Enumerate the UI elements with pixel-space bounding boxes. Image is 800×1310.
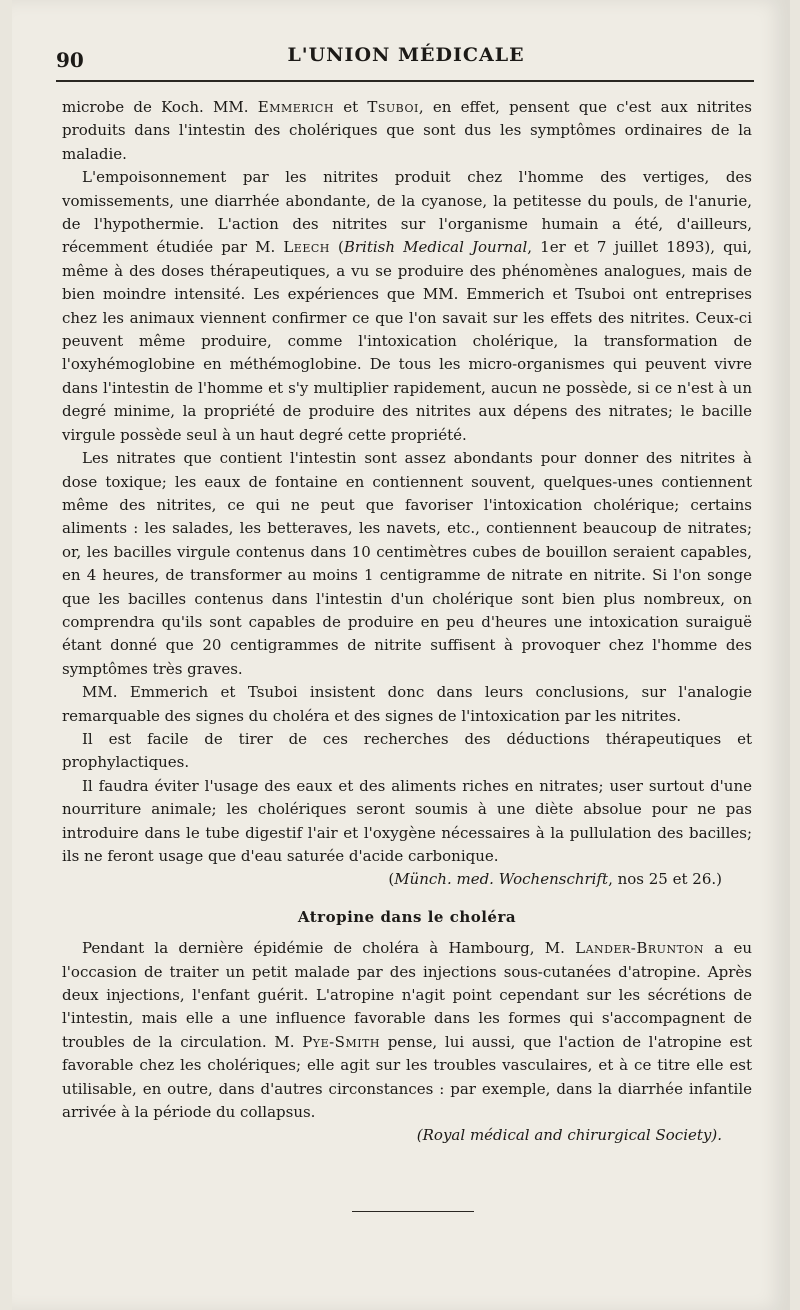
section-title: Atropine dans le choléra	[297, 907, 517, 926]
article-body	[62, 96, 752, 1148]
source-citation: (Münch. med. Wochenschrift, nos 25 et 26.)	[388, 870, 722, 889]
author-name: Emmerich	[257, 98, 334, 116]
paragraph: Pendant la dernière épidémie de choléra à Hambourg, M. Lander-Brunton a eu l'occasion de traiter un petit malade par des injections sous-cutanées d'atropine. Après deux injections, l'enfant guérit. L'atropine n'agit point cependant sur les sécrétions de l'intestin, mais elle a une influence favorable dans les formes qui s'accompagnent de troubles de la circulation. M. Pye-Smith pense, lui aussi, que l'action de l'atropine est favorable chez les cholériques; elle agit sur les troubles vasculaires, et à ce titre elle est utilisable, en outre, dans d'autres circonstances : par exemple, dans la diarrhée infantile arrivée à la période du collapsus.	[62, 939, 752, 1122]
paragraph: Il faudra éviter l'usage des eaux et des aliments riches en nitrates; user surtout d'une nourriture animale; les cholériques seront soumis à une diète absolue pour ne pas introduire dans le tube digestif l'air et l'oxygène nécessaires à la pullulation des bacilles; ils ne feront usage que d'eau saturée d'acide carbonique.	[62, 776, 752, 865]
header-rule	[56, 80, 754, 82]
author-name: Tsuboi	[367, 98, 419, 116]
source-citation: (Royal médical and chirurgical Society).	[416, 1126, 722, 1145]
paragraph: Les nitrates que contient l'intestin sont assez abondants pour donner des nitrites à dose toxique; les eaux de fontaine en contiennent souvent, quelques-unes contiennent même des nitrites, ce qui ne peut que favoriser l'intoxication cholérique; certains aliments : les salades, les betteraves, les navets, etc., contiennent beaucoup de nitrates; or, les bacilles virgule contenus dans 10 centimètres cubes de bouillon seraient capables, en 4 heures, de transformer au moins 1 centigramme de nitrate en nitrite. Si l'on songe que les bacilles contenus dans l'intestin d'un cholérique sont bien plus nombreux, on comprendra qu'ils sont capables de produire en peu d'heures une intoxication suraiguë étant donné que 20 centigrammes de nitrite suffisent à provoquer chez l'homme des symptômes très graves.	[62, 449, 752, 678]
author-name: Pye-Smith	[302, 1032, 380, 1051]
running-title: L'UNION MÉDICALE	[287, 44, 525, 66]
end-rule	[352, 1211, 474, 1212]
paragraph: L'empoisonnement par les nitrites produit chez l'homme des vertiges, des vomissements, une diarrhée abondante, de la cyanose, la petitesse du pouls, de l'anurie, de l'hypothermie. L'action des nitrites sur l'organisme humain a été, d'ailleurs, récemment étudiée par M. Leech (British Medical Journal, 1er et 7 juillet 1893), qui, même à des doses thérapeutiques, a vu se produire des phénomènes analogues, mais de bien moindre intensité. Les expériences que MM. Emmerich et Tsuboi ont entreprises chez les animaux viennent confirmer ce que l'on savait sur les effets des nitrites. Ceux-ci peuvent même produire, comme l'intoxication cholérique, la transformation de l'oxyhémoglobine en méthémoglobine. De tous les micro-organismes qui peuvent vivre dans l'intestin de l'homme et s'y multiplier rapidement, aucun ne possède, si ce n'est à un degré minime, la propriété de produire des nitrites aux dépens des nitrates; le bacille virgule possède seul à un haut degré cette propriété.	[62, 168, 752, 444]
page-header	[56, 42, 756, 82]
page-number: 90	[56, 48, 84, 72]
journal-title: British Medical Journal	[343, 238, 528, 257]
paragraph: MM. Emmerich et Tsuboi insistent donc dans leurs conclusions, sur l'analogie remarquable des signes du choléra et des signes de l'intoxication par les nitrites.	[62, 683, 752, 725]
author-name: Leech	[283, 238, 330, 257]
paragraph: microbe de Koch. MM. Emmerich et Tsuboi, en effet, pensent que c'est aux nitrites produits dans l'intestin des cholériques que sont dus les symptômes ordinaires de la maladie.	[62, 98, 752, 163]
author-name: Lander-Brunton	[575, 939, 705, 958]
paragraph: Il est facile de tirer de ces recherches des déductions thérapeutiques et prophylactiques.	[62, 729, 752, 772]
